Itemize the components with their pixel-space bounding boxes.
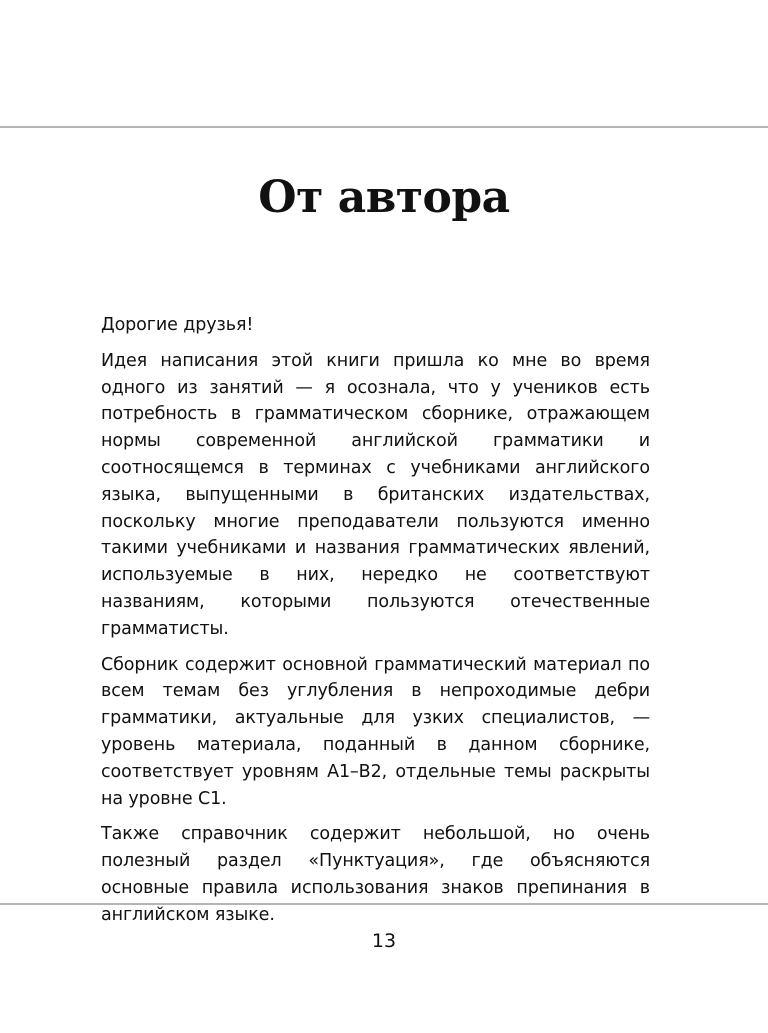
- paragraph-punctuation: Также справочник содержит небольшой, но очень полезный раздел «Пунктуация», где объясняются основные правила использования знаков препинания в английском языке.: [101, 824, 650, 925]
- body-text: [101, 312, 650, 938]
- paragraph-idea: Идея написания этой книги пришла ко мне во время одного из занятий — я осознала, что у учеников есть потребность в грамматическом сборнике, отражающем нормы современной английской грамматики и соотносящемся в терминах с учебниками английского языка, выпущенными в британских издательствах, поскольку многие преподаватели пользуются именно такими учебниками и названия грамматических явлений, используемые в них, нередко не соответствуют названиям, которыми пользуются отечественные грамматисты.: [101, 350, 650, 639]
- paragraph-content: Сборник содержит основной грамматический материал по всем темам без углубления в непроходимые дебри грамматики, актуальные для узких специалистов, — уровень материала, поданный в данном сборнике, соответствует уровням А1–В2, отдельные темы раскрыты на уровне С1.: [101, 654, 650, 809]
- greeting-paragraph: Дорогие друзья!: [101, 315, 254, 335]
- page-title: От автора: [258, 172, 510, 223]
- page-number: 13: [371, 930, 397, 952]
- footer-divider: [0, 903, 768, 905]
- header-divider: [0, 126, 768, 128]
